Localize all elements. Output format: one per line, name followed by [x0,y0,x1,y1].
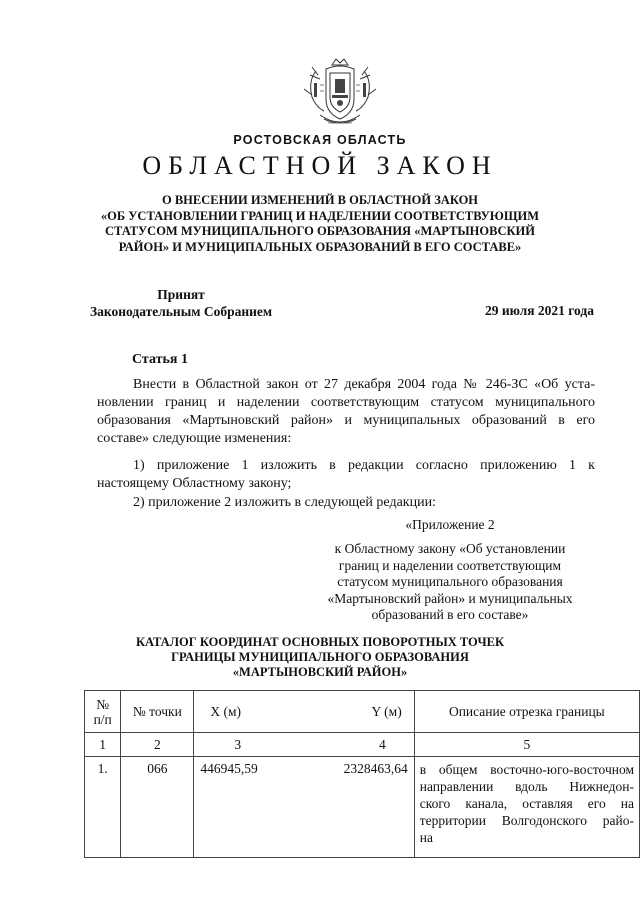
appendix-title-text: «Приложение 2 [405,517,495,532]
appendix-reference [305,541,595,624]
description-line: в общем восточно-юго-восточном [419,762,634,777]
catalog-line: КАТАЛОГ КООРДИНАТ ОСНОВНЫХ ПОВОРОТНЫХ ТОЧЕК [135,635,505,649]
coordinates-table [84,690,640,858]
column-number: 3 [234,736,242,752]
column-number: 5 [414,733,639,757]
appendix-line: «Мартыновский район» и муниципальных [327,590,573,606]
column-number: 4 [378,736,386,752]
paragraph-line: новлении границ и наделении соответствующим статусом муниципального [97,395,595,410]
row-point: 066 [121,757,194,858]
paragraph-line: настоящему Областному закону; [97,476,292,491]
subtitle-line: РАЙОН» И МУНИЦИПАЛЬНЫХ ОБРАЗОВАНИЙ В ЕГО СОСТАВЕ» [118,239,522,254]
column-number-xy [194,733,414,757]
catalog-title [100,635,540,680]
row-y: 2328463,64 [343,761,408,776]
law-title: ОБЛАСТНОЙ ЗАКОН [142,151,498,180]
header-cell-description: Описание отрезка границы [414,691,639,733]
header-y: Y (м) [371,704,402,719]
description-line: направлении вдоль Нижнедон- [419,779,634,794]
adoption-block [90,287,272,320]
paragraph-line: образования «Мартыновский район» и муниципальных образований в его [97,413,595,428]
header-cell-xy [194,691,414,733]
law-subtitle [80,193,560,255]
paragraph-line: Внести в Областной закон от 27 декабря 2004 года № 246-ЗС «Об уста- [133,377,595,392]
appendix-line: образований в его составе» [371,607,529,622]
header-x: X (м) [210,704,242,719]
article-paragraph-2 [97,457,595,493]
coat-of-arms-emblem [296,55,384,131]
appendix-line: статусом муниципального образования [337,574,563,589]
paragraph-line: составе» следующие изменения: [97,431,292,446]
column-number: 1 [85,733,121,757]
article-heading: Статья 1 [132,352,188,367]
row-coordinates [194,757,414,858]
description-line: территории Волгодонского райо- [419,813,634,828]
column-number: 2 [121,733,194,757]
header-cell-point: № точки [121,691,194,733]
paragraph-line: 1) приложение 1 изложить в редакции согласно приложению 1 к [133,458,595,473]
adoption-line: Принят [157,287,205,302]
header-cell-number [85,691,121,733]
catalog-line: «МАРТЫНОВСКИЙ РАЙОН» [232,665,408,679]
table-header-row [85,691,640,733]
row-x: 446945,59 [200,761,258,776]
description-line: ского канала, оставляя его на [419,796,634,811]
table-column-numbers-row [85,733,640,757]
catalog-line: ГРАНИЦЫ МУНИЦИПАЛЬНОГО ОБРАЗОВАНИЯ [171,650,469,664]
table-row [85,757,640,858]
subtitle-line: СТАТУСОМ МУНИЦИПАЛЬНОГО ОБРАЗОВАНИЯ «МАРТЫНОВСКИЙ [104,224,535,238]
adoption-date: 29 июля 2021 года [485,303,594,318]
subtitle-line: О ВНЕСЕНИИ ИЗМЕНЕНИЙ В ОБЛАСТНОЙ ЗАКОН [161,193,479,207]
row-description [414,757,639,858]
appendix-title [305,517,595,534]
appendix-line: границ и наделении соответствующим [338,557,562,573]
article-paragraph-3 [97,494,595,512]
adoption-body: Законодательным Собранием [90,303,273,319]
header-number-abbr: п/п [93,711,112,727]
description-line: на [419,830,433,845]
paragraph-line: 2) приложение 2 изложить в следующей редакции: [133,495,436,510]
header-number-sign: № [96,696,110,712]
region-name: РОСТОВСКАЯ ОБЛАСТЬ [233,133,407,147]
appendix-line: к Областному закону «Об установлении [334,541,566,556]
subtitle-line: «ОБ УСТАНОВЛЕНИИ ГРАНИЦ И НАДЕЛЕНИИ СООТВЕТСТВУЮЩИМ [100,208,540,223]
article-paragraph-1 [97,376,595,448]
row-number: 1. [85,757,121,858]
